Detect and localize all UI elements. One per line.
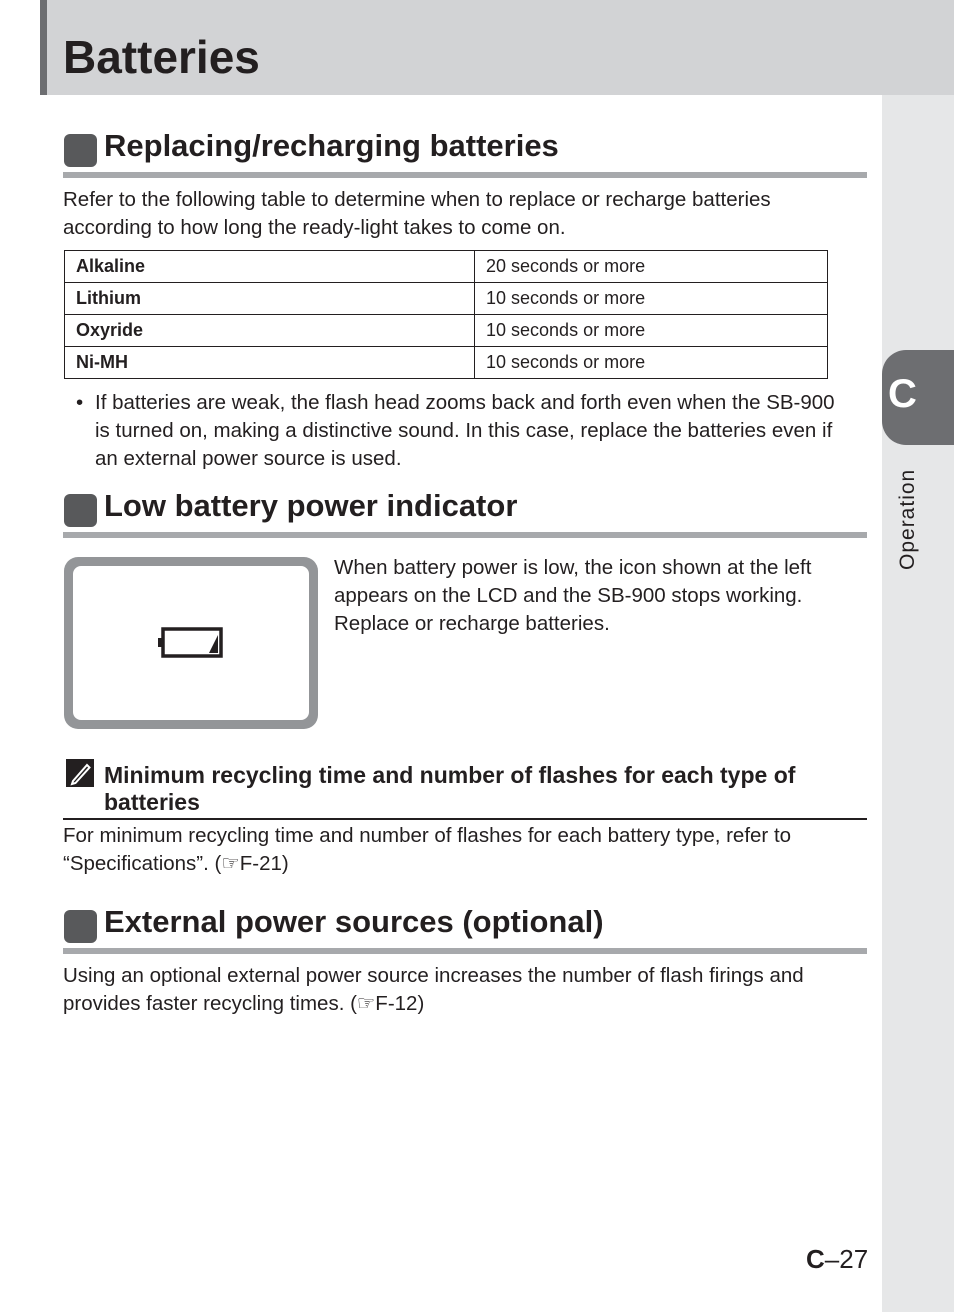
table-row: [65, 315, 828, 347]
note-rule: [63, 818, 867, 820]
low-battery-text: When battery power is low, the icon shown at the left appears on the LCD and the SB-900 stops working. Replace or recharge batteries.: [334, 556, 812, 635]
battery-type: Oxyride: [65, 315, 475, 347]
battery-type: Alkaline: [65, 251, 475, 283]
chapter-tab-letter: C: [888, 372, 917, 416]
page-number-separator: –: [824, 1244, 840, 1274]
replacing-intro: Refer to the following table to determine when to replace or recharge batteries according to how long the ready-light takes to come on.: [63, 188, 771, 239]
section-title: Replacing/recharging batteries: [104, 128, 559, 163]
page-number-value: 27: [839, 1244, 869, 1274]
page-number: [806, 1244, 868, 1275]
note-title: Minimum recycling time and number of flashes for each type of batteries: [104, 762, 796, 815]
battery-time: 10 seconds or more: [475, 283, 828, 315]
battery-type: Lithium: [65, 283, 475, 315]
lcd-screen: [73, 566, 309, 720]
battery-table: [64, 250, 828, 379]
section-rule: [63, 172, 867, 178]
page-number-chapter: C: [806, 1244, 825, 1274]
battery-time: 20 seconds or more: [475, 251, 828, 283]
battery-type: Ni-MH: [65, 347, 475, 379]
section-rule: [63, 948, 867, 954]
chapter-label: Operation: [896, 468, 919, 570]
battery-time: 10 seconds or more: [475, 315, 828, 347]
pencil-note-icon: [66, 759, 94, 787]
battery-time: 10 seconds or more: [475, 347, 828, 379]
external-text: Using an optional external power source increases the number of flash firings and provides faster recycling times. (☞F-12): [63, 964, 804, 1015]
section-square-icon: [64, 910, 97, 943]
section-square-icon: [64, 494, 97, 527]
side-strip: [882, 95, 954, 1312]
table-row: [65, 251, 828, 283]
section-rule: [63, 532, 867, 538]
note-text: For minimum recycling time and number of flashes for each battery type, refer to “Specifications”. (☞F-21): [63, 824, 792, 875]
low-battery-icon: [157, 626, 227, 660]
bullet-icon: •: [76, 391, 84, 414]
section-square-icon: [64, 134, 97, 167]
section-title: External power sources (optional): [104, 904, 604, 939]
bullet-text: If batteries are weak, the flash head zooms back and forth even when the SB-900 is turned on, making a distinctive sound. In this case, replace the batteries even if an external power source is used.: [95, 391, 835, 470]
weak-battery-note: [76, 389, 836, 473]
header-accent-bar: [40, 0, 47, 95]
section-title: Low battery power indicator: [104, 488, 518, 523]
page-title: Batteries: [63, 31, 260, 83]
lcd-illustration: [64, 557, 318, 729]
table-row: [65, 283, 828, 315]
table-row: [65, 347, 828, 379]
